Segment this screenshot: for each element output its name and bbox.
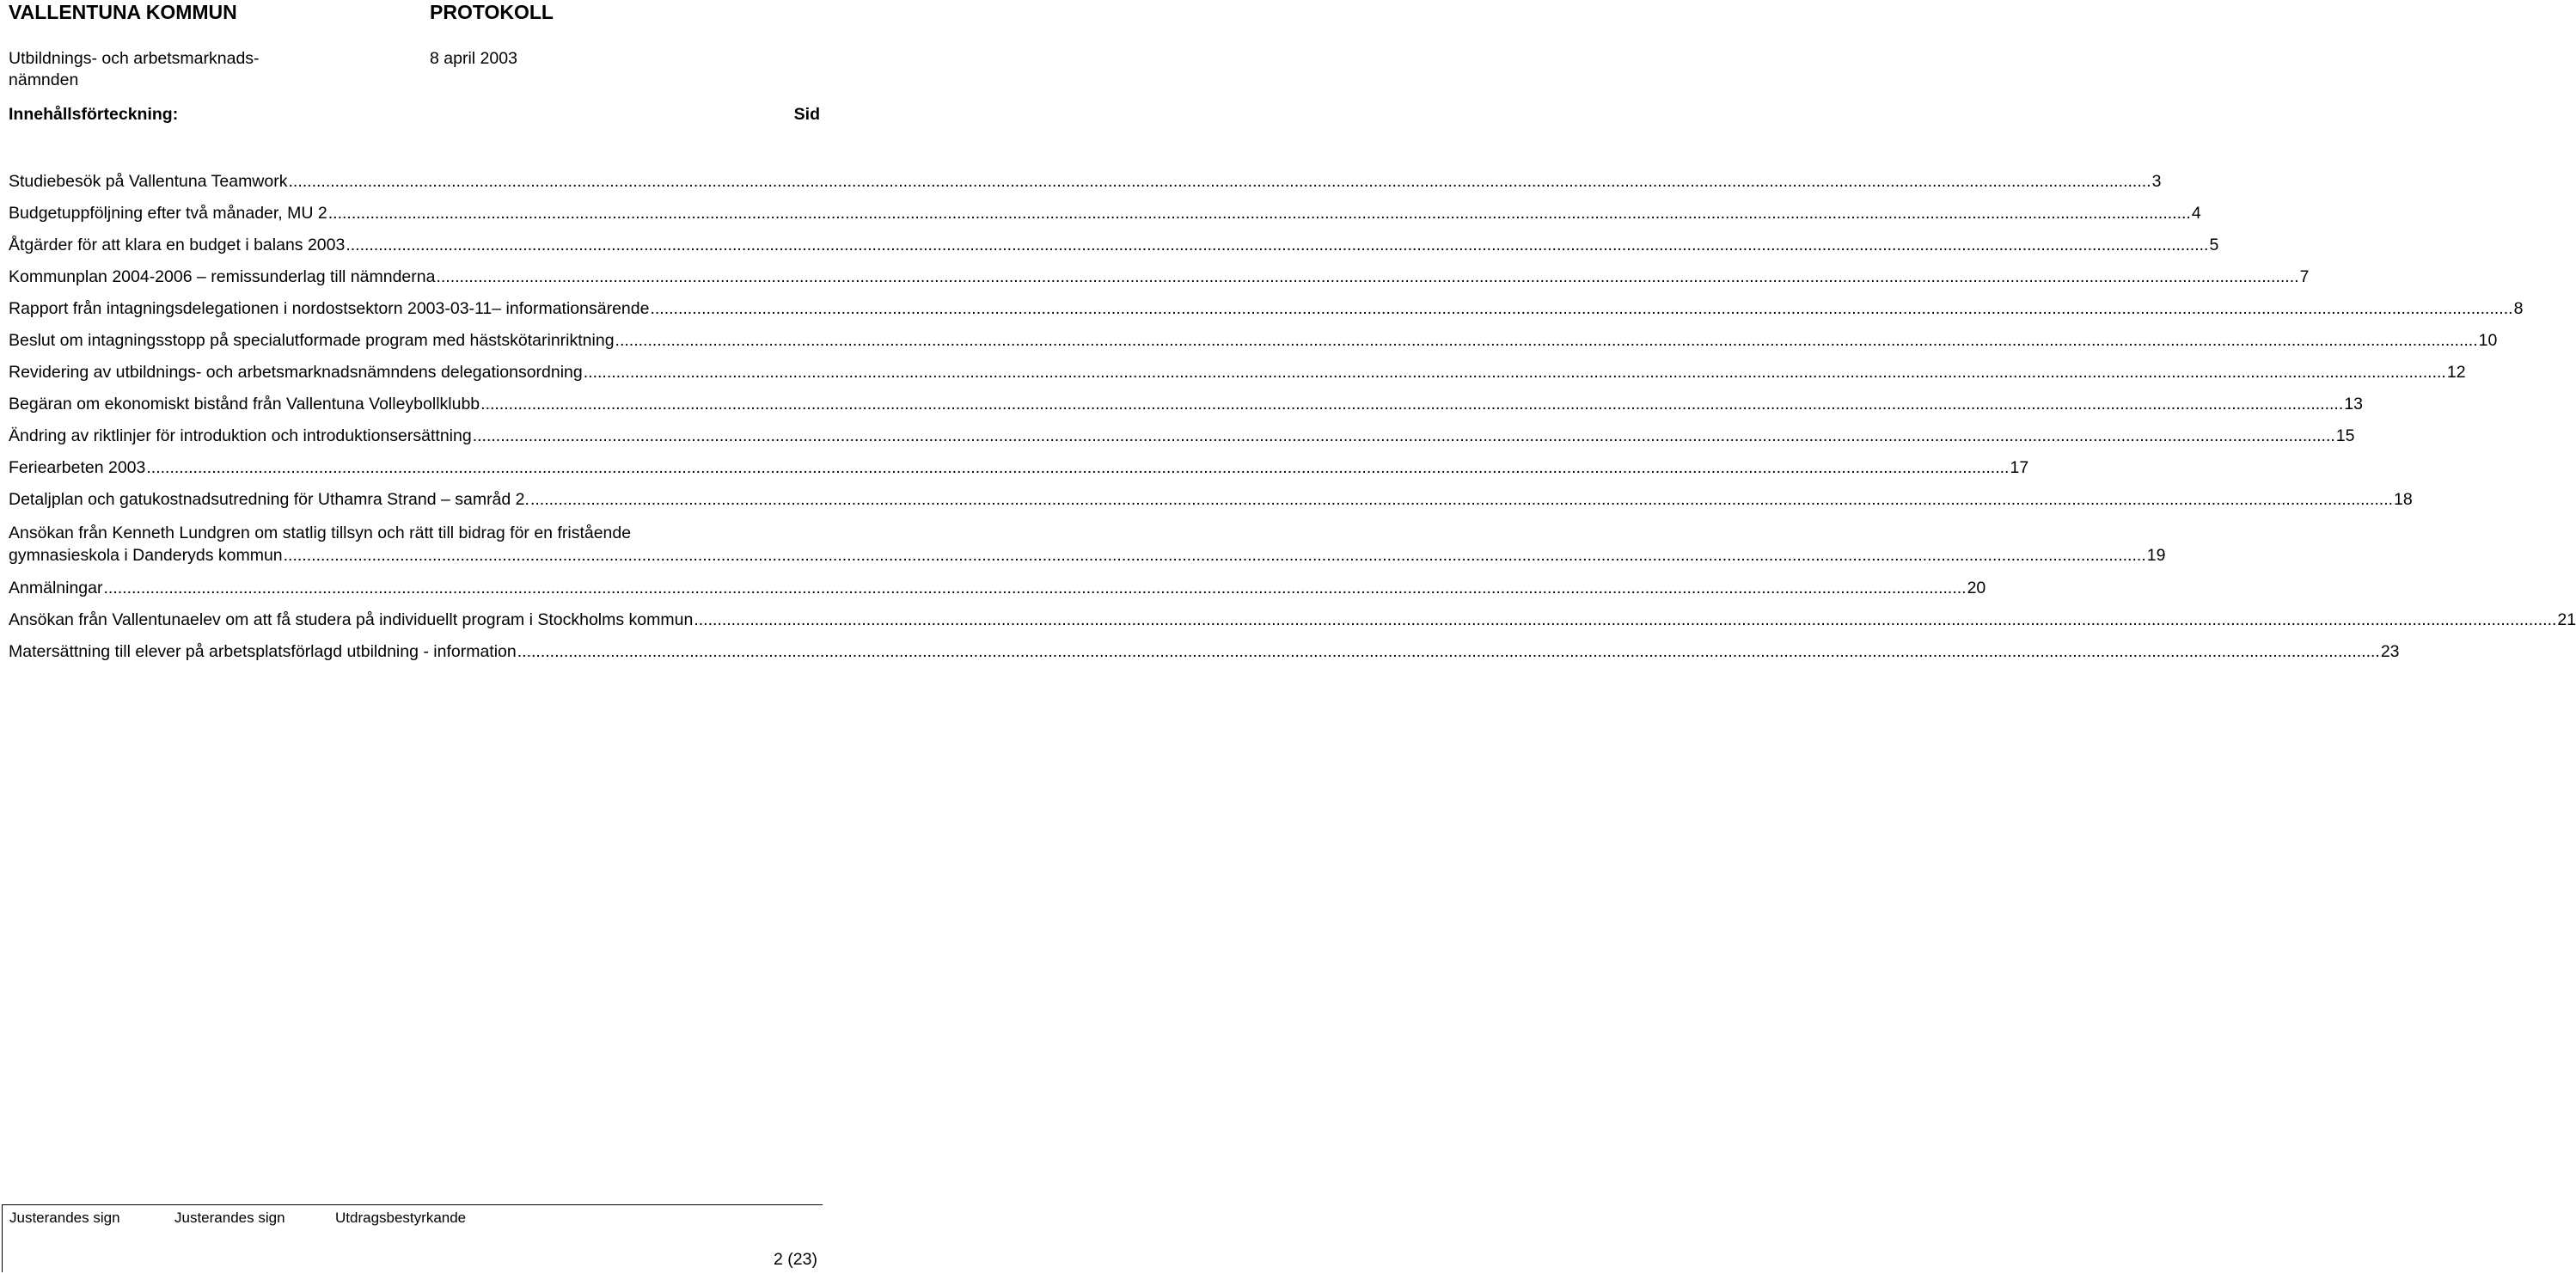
toc-entry-title: Revidering av utbildnings- och arbetsmarknadsnämndens delegationsordning [9,363,583,382]
toc-entry[interactable] [9,297,2524,320]
page-indicator: 2 (23) [774,1250,817,1269]
toc-dot-leader: ................................................................................................................................................................................................................................................................................................................................................................................................................ [327,204,2191,223]
toc-entry-title: Ansökan från Vallentunaelev om att få studera på individuellt program i Stockholms kommun [9,610,694,629]
toc-dot-leader: ................................................................................................................................................................................................................................................................................................................................................................................................................ [480,395,2344,413]
toc-entry-title: Ändring av riktlinjer för introduktion och introduktionsersättning [9,426,472,445]
toc-entry-page: 19 [2146,546,2166,565]
toc-entry-page: 8 [2513,299,2524,318]
toc-entry-page: 23 [2380,642,2400,661]
toc-dot-leader: ................................................................................................................................................................................................................................................................................................................................................................................................................ [694,610,2557,629]
excerpt-certification-field: Utdragsbestyrkande [335,1210,467,1226]
toc-entry[interactable] [9,522,2166,567]
toc-dot-leader: ................................................................................................................................................................................................................................................................................................................................................................................................................ [583,363,2446,382]
toc-dot-leader: ................................................................................................................................................................................................................................................................................................................................................................................................................ [517,642,2380,661]
toc-entry-title: Åtgärder för att klara en budget i balans 2003 [9,236,346,254]
toc-entry[interactable] [9,577,1986,599]
initials-field-1: Justerandes sign [9,1210,120,1226]
toc-dot-leader: ................................................................................................................................................................................................................................................................................................................................................................................................................ [288,172,2151,191]
toc-entry-page: 3 [2151,172,2162,191]
toc-entry-page: 12 [2446,363,2466,382]
toc-entry-title: Matersättning till elever på arbetsplatsförlagd utbildning - information [9,642,517,661]
committee-name [9,48,260,91]
toc-dot-leader: ................................................................................................................................................................................................................................................................................................................................................................................................................ [650,299,2513,318]
meeting-date: 8 april 2003 [430,49,517,68]
signature-footer [2,1204,823,1272]
toc-entry[interactable] [9,234,2219,256]
toc-entry[interactable] [9,609,2576,631]
committee-name-line1: Utbildnings- och arbetsmarknads- [9,49,260,68]
toc-entry[interactable] [9,329,2498,352]
toc-entry-title: Studiebesök på Vallentuna Teamwork [9,172,288,191]
organization-name: VALLENTUNA KOMMUN [9,1,237,23]
toc-entry[interactable] [9,456,2029,479]
toc-entry-page: 21 [2557,610,2576,629]
toc-entry[interactable] [9,202,2201,224]
toc-entry-page: 5 [2209,236,2219,254]
toc-entry-page: 10 [2478,331,2498,350]
toc-dot-leader: ................................................................................................................................................................................................................................................................................................................................................................................................................ [529,490,2394,509]
initials-field-2: Justerandes sign [174,1210,285,1226]
committee-name-line2: nämnden [9,70,79,89]
toc-entry-page: 4 [2191,204,2201,223]
toc-entry-page: 18 [2394,490,2413,509]
toc-entry-title: Detaljplan och gatukostnadsutredning för Uthamra Strand – samråd 2. [9,490,529,509]
toc-entry-title: Begäran om ekonomiskt bistånd från Vallentuna Volleybollklubb [9,395,480,413]
toc-entry-title: Budgetuppföljning efter två månader, MU 2 [9,204,327,223]
document-type: PROTOKOLL [430,1,554,23]
toc-entry-page: 7 [2299,267,2310,286]
toc-entry[interactable] [9,425,2355,447]
toc-entry-title: Anmälningar [9,579,103,597]
toc-page-heading: Sid [793,105,820,124]
toc-entry-page: 17 [2010,458,2029,477]
toc-entry-title: Rapport från intagningsdelegationen i nordostsektorn 2003-03-11– informationsärende [9,299,650,318]
toc-entry[interactable] [9,361,2466,383]
toc-entry-title: Kommunplan 2004-2006 – remissunderlag till nämnderna [9,267,436,286]
toc-entry[interactable] [9,488,2413,511]
toc-entry-page: 13 [2344,395,2363,413]
toc-dot-leader: ................................................................................................................................................................................................................................................................................................................................................................................................................ [103,579,1967,597]
toc-heading: Innehållsförteckning: [9,105,179,124]
toc-entry[interactable] [9,640,2400,663]
toc-dot-leader: ................................................................................................................................................................................................................................................................................................................................................................................................................ [615,331,2478,350]
toc-entry[interactable] [9,266,2310,288]
toc-dot-leader: ................................................................................................................................................................................................................................................................................................................................................................................................................ [146,458,2010,477]
toc-entry-page: 20 [1967,579,1986,597]
toc-dot-leader: ................................................................................................................................................................................................................................................................................................................................................................................................................ [346,236,2209,254]
toc-entry[interactable] [9,393,2363,415]
toc-entry-title: gymnasieskola i Danderyds kommun [9,546,283,565]
toc-entry-page: 15 [2335,426,2355,445]
toc-dot-leader: ................................................................................................................................................................................................................................................................................................................................................................................................................ [283,546,2146,565]
toc-dot-leader: ................................................................................................................................................................................................................................................................................................................................................................................................................ [472,426,2335,445]
toc-entry-title: Beslut om intagningsstopp på specialutformade program med hästskötarinriktning [9,331,615,350]
toc-entry[interactable] [9,170,2162,193]
toc-entry-title: Feriearbeten 2003 [9,458,146,477]
toc-dot-leader: ................................................................................................................................................................................................................................................................................................................................................................................................................ [436,267,2299,286]
toc-entry-title-line1: Ansökan från Kenneth Lundgren om statlig tillsyn och rätt till bidrag för en fristående [9,524,632,542]
